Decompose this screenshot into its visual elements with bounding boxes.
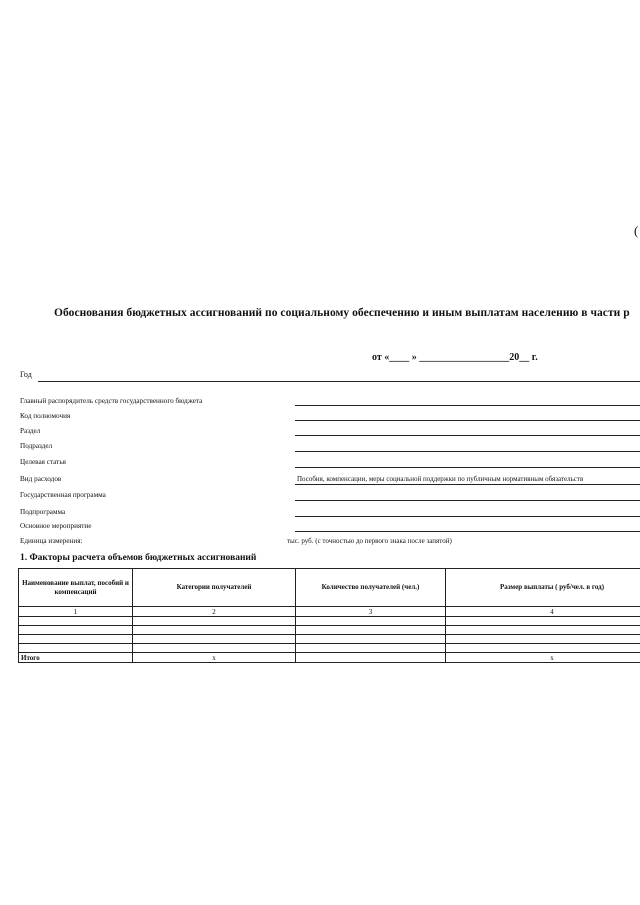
- column-number: 3: [296, 607, 446, 617]
- field-label-subsection: Подраздел: [20, 442, 53, 450]
- table-cell[interactable]: [446, 644, 640, 653]
- table-cell[interactable]: [133, 644, 296, 653]
- table-cell[interactable]: [133, 635, 296, 644]
- document-title: Обоснования бюджетных ассигнований по социальному обеспечению и иным выплатам населению в части р: [54, 307, 630, 319]
- field-label-section: Раздел: [20, 427, 41, 435]
- table-cell[interactable]: [133, 626, 296, 635]
- table-cell[interactable]: [446, 635, 640, 644]
- table-cell[interactable]: [296, 635, 446, 644]
- section-1-title: 1. Факторы расчета объемов бюджетных ассигнований: [20, 553, 257, 563]
- year-underline: [38, 381, 640, 382]
- column-header-payment-name: Наименование выплат, пособий и компенсаций: [19, 569, 133, 607]
- field-label-authority-code: Код полномочия: [20, 412, 71, 420]
- column-number: 2: [133, 607, 296, 617]
- table-row: [19, 635, 640, 644]
- table-cell[interactable]: [446, 617, 640, 626]
- field-label-state-program: Государственная программа: [20, 491, 106, 499]
- column-number: 1: [19, 607, 133, 617]
- field-value-unit: тыс. руб. (с точностью до первого знака после запятой): [287, 537, 452, 545]
- field-line-subprogram[interactable]: [295, 516, 640, 517]
- field-line-authority-code[interactable]: [295, 420, 640, 421]
- column-header-recipient-count: Количество получателей (чел.): [296, 569, 446, 607]
- field-label-unit: Единица измерения:: [20, 537, 83, 545]
- column-header-recipient-category: Категории получателей: [133, 569, 296, 607]
- factors-table: [18, 568, 640, 663]
- total-cell: х: [133, 653, 296, 663]
- total-cell: х: [446, 653, 640, 663]
- total-label: Итого: [19, 653, 133, 663]
- field-line-expense-type[interactable]: [295, 484, 640, 485]
- field-value-expense-type: Пособия, компенсации, меры социальной поддержки по публичным нормативным обязательств: [297, 475, 584, 483]
- table-row: [19, 644, 640, 653]
- table-cell[interactable]: [19, 626, 133, 635]
- table-row: [19, 617, 640, 626]
- date-line: от «____ » __________________20__ г.: [372, 352, 538, 363]
- field-label-main-activity: Основное мероприятие: [20, 522, 92, 530]
- field-line-target-article[interactable]: [295, 467, 640, 468]
- table-cell[interactable]: [296, 617, 446, 626]
- table-header-row: [19, 569, 640, 607]
- table-cell[interactable]: [296, 644, 446, 653]
- field-label-target-article: Целевая статья: [20, 458, 66, 466]
- table-row: [19, 626, 640, 635]
- table-cell[interactable]: [19, 635, 133, 644]
- column-header-payment-size: Размер выплаты ( руб/чел. в год): [446, 569, 640, 607]
- parenthesis-mark: (: [634, 223, 639, 238]
- field-label-subprogram: Подпрограмма: [20, 508, 66, 516]
- total-cell[interactable]: [296, 653, 446, 663]
- table-cell[interactable]: [133, 617, 296, 626]
- total-row: [19, 653, 640, 663]
- field-line-main-manager[interactable]: [295, 405, 640, 406]
- column-number: 4: [446, 607, 640, 617]
- table-cell[interactable]: [446, 626, 640, 635]
- field-line-state-program[interactable]: [295, 500, 640, 501]
- field-label-main-manager: Главный распорядитель средств государственного бюджета: [20, 397, 203, 405]
- table-cell[interactable]: [296, 626, 446, 635]
- column-number-row: [19, 607, 640, 617]
- field-line-section[interactable]: [295, 435, 640, 436]
- field-label-expense-type: Вид расходов: [20, 475, 62, 483]
- field-line-subsection[interactable]: [295, 451, 640, 452]
- table-cell[interactable]: [19, 617, 133, 626]
- year-label: Год: [20, 370, 32, 379]
- table-cell[interactable]: [19, 644, 133, 653]
- field-line-main-activity[interactable]: [295, 531, 640, 532]
